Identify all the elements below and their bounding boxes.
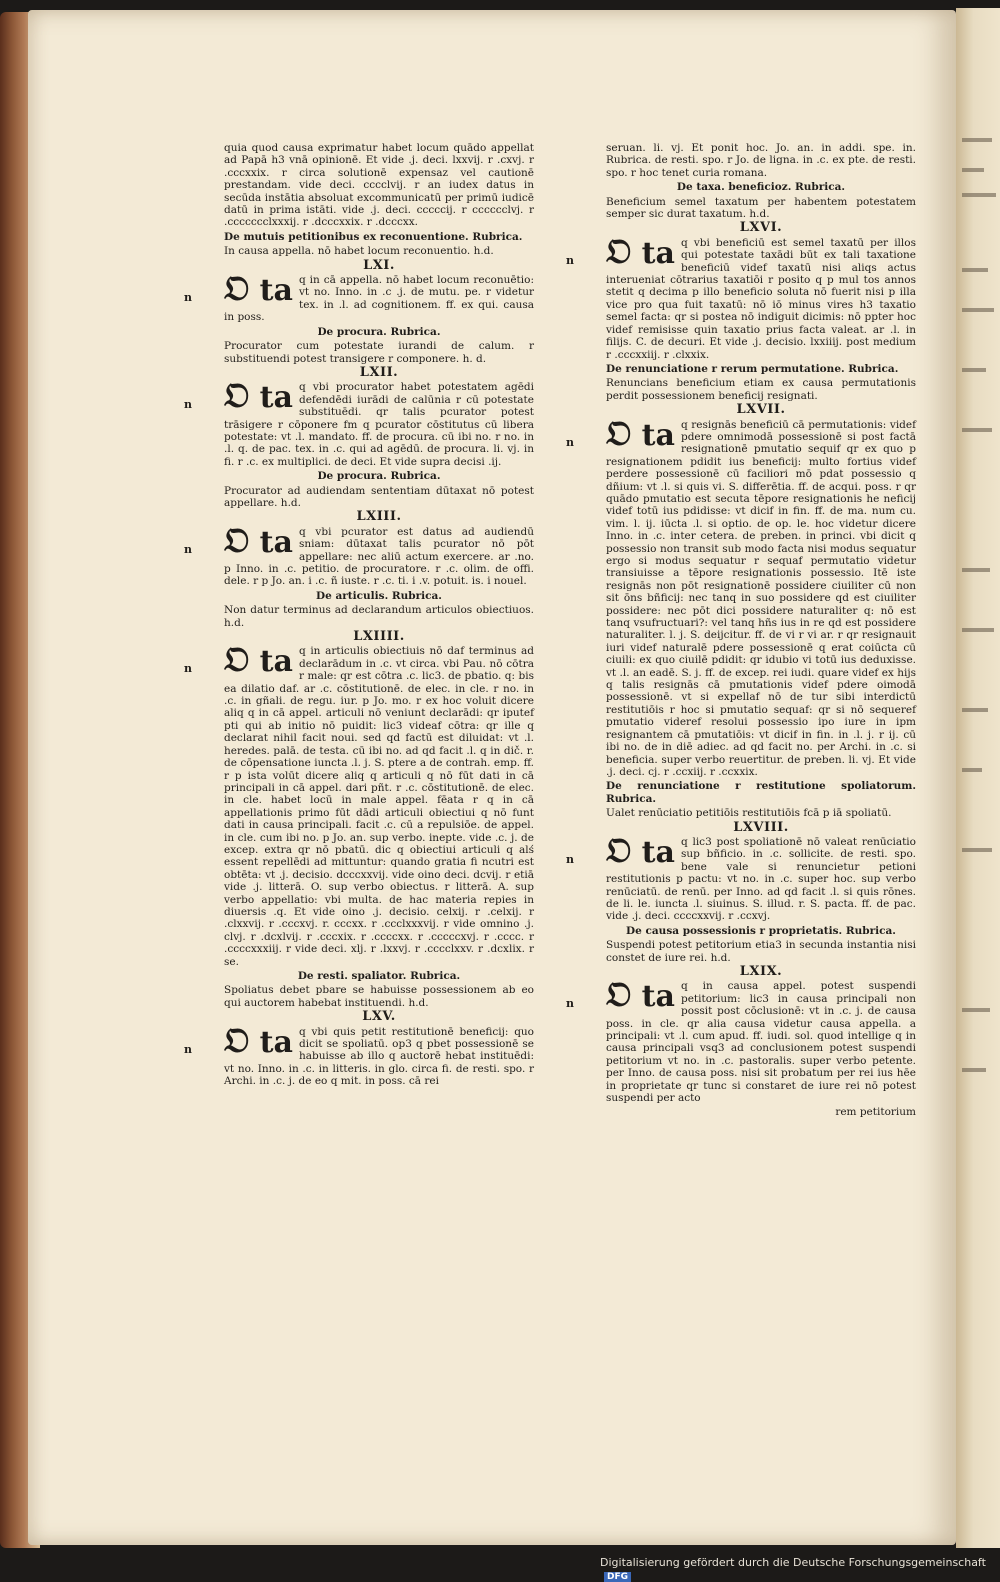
decision-lxix xyxy=(566,975,916,1105)
decision-number-lxiii: LXIII. xyxy=(356,509,402,525)
summary-lxii: Procurator cum potestate iurandi de calum. r substituendi potest transigere r componere. h. d. xyxy=(224,340,534,365)
rubric-causa-possessionis: De causa possessionis r proprietatis. Rubrica. xyxy=(626,924,896,937)
decision-text-lxvi: q vbi beneficiū est semel taxatū per illos qui potestate taxādi būt ex tali taxatione beneficiū videf taxatū nisi aliqs actus interueniat cōtrarius taxatiōi r posito q p mul tos annos stetit q decima p illo beneficio soluta nō fuerit nisi p illa vice pro qua fuit taxatū: nō iō minus vires h3 taxatio semel facta: qr si postea nō indiguit dicimis: nō ppter hoc videf remisisse quin taxatio prius facta valeat. ar .l. in filijs. C. de decuri. Et vide .j. decisio. lxxiiij. post medium r .cccxxiij. r .clxxix. xyxy=(606,236,916,361)
decision-text-lxvii: q resignās beneficiū cā permutationis: videf pdere omnimodā possessionē si post factā resignationē pmutatio sequif qr ex quo p resignationem pdidit ius beneficij: multo fortius videf perdere possessionē cū faciliori mō pdat possessio q dñium: vt .l. si quis vi. S. differētia. ff. de acqui. poss. r qr quādo pmutatio est secuta tēpore resignationis he neficij videf totū ius pdidisse: vt dicif in fin. ff. de ma. num cu. vim. l. ij. iūcta .l. si optio. de op. le. hoc videtur dicere Inno. in .c. inter cetera. de preben. in princi. vbi dicit q possessio non transit sub modo facta nisi modus sequatur ergo si modus sequatur r sequaf permutatio videtur transiuisse a tēpore resignationis possessio. Itē iste resignās non pōt resignationē possidere ciuiliter cū non sit ōns bñficij: nec tanq in suo possidere qd est ciuiliter possidere: nec pōt dici possidere naturaliter q: nō est tanq vsufructuari?: vel tanq hñs ius in re qd est possidere naturaliter. l. j. S. deijcitur. ff. de vi r vi ar. r qr resignauit iuri videf naturalē pdere possessionē q erat coiūcta cū ciuili: ex quo ciuilē pdidit: qr idubio vi totū ius deduxisse. vt .l. an eadē. S. j. ff. de excep. rei iudi. quare videf ex hijs q talis resignās cā pmutationis videf pdere oimodā possessionē. vt si expellaf nō de tur sibi interdictū restitutiōis r hoc si pmutatio sequaf: qr si nō sequeref pmutatio videref resolui possessio ipo iure in ipm resignantem cā pmutatiōis: vt dicif in fin. in .l. j. r ij. cū ibi no. de in diē adiec. ad qd facit no. per Archi. in .c. si beneficia. super verbo reuertitur. de preben. li. vj. Et vide .j. deci. cj. r .ccxiij. r .ccxxix. xyxy=(606,418,916,778)
decision-lxv xyxy=(184,1020,534,1088)
decision-lxvi xyxy=(566,231,916,361)
decision-number-lxii: LXII. xyxy=(359,364,399,380)
decision-text-lxv: q vbi quis petit restitutionē beneficij: quo dicit se spoliatū. op3 q pbet possessionē se habuisse ab illo q auctorē hebat instituēdi: vt no. Inno. in .c. in litteris. in glo. circa fi. de resti. spo. r Archi. in .c. j. de eo q mit. in poss. cā rei xyxy=(224,1025,534,1088)
decision-text-lxiii: q vbi pcurator est datus ad audiendū sniam: dūtaxat talis pcurator nō pōt appellare: nec aliū actum exercere. ar .no. p Inno. in .c. petitio. de procuratore. r .c. olim. de offi. dele. r p Jo. an. i .c. ñ iuste. r .c. ti. i .v. potuit. is. i nouel. xyxy=(224,525,534,588)
nota-initial-icon: 𝔒 ta xyxy=(224,269,293,310)
right-column xyxy=(566,142,916,1121)
rubric-procura-1: De procura. Rubrica. xyxy=(317,325,441,338)
summary-lxix: Suspendi potest petitorium etia3 in secunda instantia nisi constet de iure rei. h.d. xyxy=(606,939,916,964)
decision-text-lxiiii: q in articulis obiectiuis nō daf terminus ad declarādum in .c. vt circa. vbi Pau. nō cōtra r male: qr est cōtra .c. lic3. de pbatio. q: bis ea dilatio daf. ar .c. cōstitutionē. de elec. in cle. r no. in .c. in gñali. de regu. iur. p Jo. mo. r ex hoc voluit dicere aliq q in cā appel. articuli nō veniunt declarādi: qr iputef pti qui ab initio nō puidit: lic3 videaf cōtra: qr ille q declarat nihil facit noui. sed qd factū est diluidat: vt .l. heredes. palā. de testa. cū ibi no. ad qd facit .l. q in dič. r. de cōpensatione iuncta .l. j. S. ptere a de contrah. emp. ff. r p ista volūt dicere aliq q articuli q nō fūt dati in cā principali in cā appel. dari pñt. r .c. cōstitutionē. de elec. in cle. habet locū in male appel. fēata r q in cā appellationis primo fūt dādi articuli obiectiui q nō funt dati in causa principali. facit .c. cū a repulsiōe. de appel. in cle. cum ibi no. p Jo. an. sup verbo. inepte. vide .c. j. de excep. extra qr nō pbatū. dic q obiectiui articuli q alś essent repellēdi ad mittuntur: quando gratia fi ncutri est obtēta: vt .j. decisio. dcccxxvij. vide oino deci. dcvij. r etiā vide .j. litterā. O. sup verbo obiectus. r litterā. A. sup verbo appellatio: vbi multa. de hac materia repies in diuersis .q. Et vide oino .j. decisio. celxij. r .celxij. r .clxxvij. r .cccxvj. r. cccxx. r .ccclxxxvij. r vide omnino .j. clvj. r .dcxlvij. r .cccxix. r .ccccxx. r .cccccxvj. r .cccc. r .ccccxxxiij. r vide deci. xlj. r .lxxvj. r .cccclxxv. r .dcxlix. r se. xyxy=(224,645,534,968)
rubric-procura-2: De procura. Rubrica. xyxy=(317,470,441,483)
rubric-articulis: De articulis. Rubrica. xyxy=(316,589,442,602)
margin-note: n xyxy=(184,398,192,412)
margin-note: n xyxy=(184,542,192,556)
nota-initial-icon: 𝔒 ta xyxy=(224,1020,293,1061)
summary-lxvi: Beneficium semel taxatum per habentem potestatem semper sic durat taxatum. h.d. xyxy=(606,195,916,221)
rubric-taxa: De taxa. beneficioz. Rubrica. xyxy=(676,181,846,194)
margin-note: n xyxy=(184,662,192,676)
nota-initial-icon: 𝔒 ta xyxy=(606,231,675,272)
left-column xyxy=(184,142,534,1090)
dfg-logo-icon: DFG xyxy=(604,1572,631,1582)
decision-number-lxiiii: LXIIII. xyxy=(353,629,405,645)
margin-note: n xyxy=(184,291,192,305)
decision-number-lxvii: LXVII. xyxy=(736,402,786,418)
summary-lxiii: Procurator ad audiendam sententiam dūtaxat nō potest appellare. h.d. xyxy=(224,484,534,509)
summary-lxviii: Ualet renūciatio petitiōis restitutiōis fcā p iā spoliatū. xyxy=(606,807,892,820)
catchword: rem petitorium xyxy=(835,1106,916,1119)
decision-text-lxii: q vbi procurator habet potestatem agēdi defendēdi iurādi de calūnia r cū potestate substituēdi. qr talis pcurator potest trāsigere r cōponere fm q pcurator cōstitutus cū libera potestate: vt .l. mandato. ff. de procura. cū ibi no. r no. in .l. q. de pac. tex. in .c. qui ad agēdū. de procura. li. vj. in fi. r .c. ex multiplici. de deci. Et vide supra decisi .ij. xyxy=(224,381,534,468)
margin-note: n xyxy=(184,1042,192,1056)
decision-text-lxi: q in cā appella. nō habet locum reconuētio: vt no. Inno. in .c .j. de mutu. pe. r videtur tex. in .l. ad cognitionem. ff. ex qui. causa in poss. xyxy=(224,274,534,324)
margin-note: n xyxy=(566,435,574,449)
rubric-renunciatione: De renunciatione r rerum permutatione. Rubrica. xyxy=(606,362,899,375)
decision-lxiii xyxy=(184,520,534,588)
margin-note: n xyxy=(566,997,574,1011)
rubric-mutuis: De mutuis petitionibus ex reconuentione. Rubrica. xyxy=(224,230,523,243)
decision-number-lxv: LXV. xyxy=(362,1009,396,1025)
summary-lxiiii: Non datur terminus ad declarandum articulos obiectiuos. h.d. xyxy=(224,604,534,629)
decision-lxii xyxy=(184,376,534,468)
margin-note: n xyxy=(566,253,574,267)
nota-initial-icon: 𝔒 ta xyxy=(606,830,675,871)
nota-initial-icon: 𝔒 ta xyxy=(224,376,293,417)
decision-number-lxvi: LXVI. xyxy=(739,220,783,236)
decision-number-lxviii: LXVIII. xyxy=(733,819,789,835)
decision-text-lxviii: q lic3 post spoliationē nō valeat renūciatio sup bñficio. in .c. sollicite. de resti. spo. bene vale si renuncietur petioni restitutionis p pactu: vt no. in .c. super hoc. sup verbo renūciatū. de renū. per Inno. ad qd facit .l. si quis rōnes. de li. le. iuncta .l. siuinus. S. illud. r. S. pacta. ff. de pac. vide .j. deci. ccccxxvij. r .ccxvj. xyxy=(606,835,916,923)
margin-note: n xyxy=(566,852,574,866)
credit-text: Digitalisierung gefördert durch die Deutsche Forschungsgemeinschaft xyxy=(600,1556,986,1569)
next-page-edge xyxy=(956,8,1000,1548)
nota-initial-icon: 𝔒 ta xyxy=(606,975,675,1016)
nota-initial-icon: 𝔒 ta xyxy=(224,640,293,681)
right-intro: seruan. li. vj. Et ponit hoc. Jo. an. in addi. spe. in. Rubrica. de resti. spo. r Jo. de ligna. in .c. ex pte. de resti. spo. r hoc tenet curia romana. xyxy=(606,142,916,179)
decision-number-lxi: LXI. xyxy=(363,257,395,273)
decision-lxviii xyxy=(566,830,916,923)
rubric-resti: De resti. spaliator. Rubrica. xyxy=(297,970,461,982)
rubric-restitutione: De renunciatione r restitutione spoliatorum. Rubrica. xyxy=(606,780,916,805)
left-intro: quia quod causa exprimatur habet locum quādo appellat ad Papā h3 vnā opinionē. Et vide .j. deci. lxxvij. r .cxvj. r .cccxxix. r circa solutionē expensaz vel cautionē prestandam. vide deci. cccclvij. r an iudex datus in secūda instātia absoluat excommunicatū per primū iudicē datū in prima istāti. vide .j. deci. cccccij. r cccccclvj. r .ccccccclxxxij. r .dcccxxix. r .dcccxx. xyxy=(224,142,534,229)
decision-lxi xyxy=(184,269,534,324)
decision-text-lxix: q in causa appel. potest suspendi petitorium: lic3 in causa principali non possit post cōclusionē: vt in .c. j. de causa poss. in cle. qr alia causa videtur causa appella. a principali: vt .l. cum apud. ff. iudi. sol. quod intellige q in causa principali vsq3 ad conclusionem potest suspendi petitorium vt no. in .c. pastoralis. super verbo petente. per Inno. de causa poss. nisi sit probatum per rei ius hēe in proprietate qr tunc si constaret de iure rei nō potest suspendi per acto xyxy=(606,980,916,1105)
nota-initial-icon: 𝔒 ta xyxy=(606,413,675,454)
decision-number-lxix: LXIX. xyxy=(739,964,783,979)
book-page xyxy=(28,10,956,1545)
digitization-credit xyxy=(600,1556,1000,1582)
summary-lxi: In causa appella. nō habet locum reconuentio. h.d. xyxy=(224,245,494,258)
decision-lxiiii xyxy=(184,640,534,968)
summary-lxv: Spoliatus debet pbare se habuisse possessionem ab eo qui auctorem habebat instituendi. h.d. xyxy=(224,984,534,1009)
nota-initial-icon: 𝔒 ta xyxy=(224,520,293,561)
summary-lxvii: Renuncians beneficium etiam ex causa permutationis perdit possessionem beneficij resignati. xyxy=(606,377,916,402)
decision-lxvii xyxy=(566,413,916,779)
